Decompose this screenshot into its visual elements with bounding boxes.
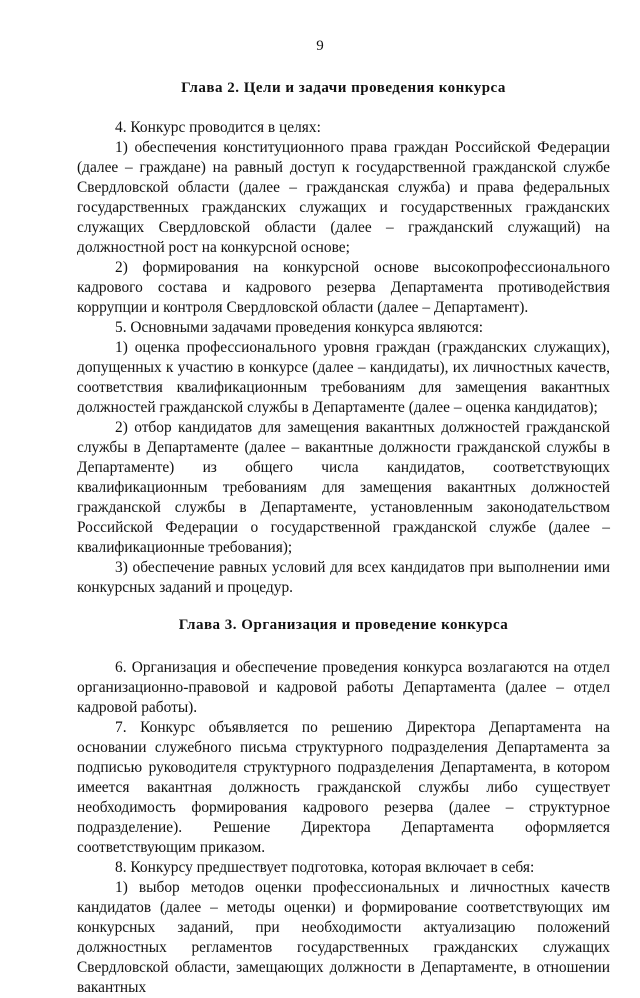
paragraph: 2) формирования на конкурсной основе высокопрофессионального кадрового состава и кадрового резерва Департамента противодействия коррупции и контроля Свердловской области (далее – Департамент). (77, 259, 610, 316)
page-number: 9 (316, 38, 324, 54)
chapter-2-heading: Глава 2. Цели и задачи проведения конкурса (181, 80, 506, 96)
document-body (77, 79, 610, 998)
paragraph: 3) обеспечение равных условий для всех кандидатов при выполнении ими конкурсных заданий и процедур. (77, 559, 610, 596)
paragraph: 2) отбор кандидатов для замещения вакантных должностей гражданской службы в Департаменте (далее – вакантные должности гражданской службы в Департаменте) из общего числа кандидатов, соответствующих квалификационным требованиям для замещения вакантных должностей гражданской службы в Департаменте, установленным законодательством Российской Федерации о государственной гражданской службе (далее – квалификационные требования); (77, 419, 610, 556)
paragraph: 1) оценка профессионального уровня граждан (гражданских служащих), допущенных к участию в конкурсе (далее – кандидаты), их личностных качеств, соответствия квалификационным требованиям для замещения вакантных должностей гражданской службы в Департаменте (далее – оценка кандидатов); (77, 339, 610, 416)
paragraph: 4. Конкурс проводится в целях: (115, 119, 321, 136)
paragraph: 5. Основными задачами проведения конкурса являются: (115, 319, 484, 336)
paragraph: 6. Организация и обеспечение проведения конкурса возлагаются на отдел организационно-правовой и кадровой работы Департамента (далее – отдел кадровой работы). (77, 659, 610, 716)
paragraph: 8. Конкурсу предшествует подготовка, которая включает в себя: (115, 859, 535, 876)
paragraph: 1) обеспечения конституционного права граждан Российской Федерации (далее – граждане) на равный доступ к государственной гражданской службе Свердловской области (далее – гражданская служба) и права федеральных государственных гражданских служащих и государственных гражданских служащих Свердловской области (далее – гражданский служащий) на должностной рост на конкурсной основе; (77, 139, 610, 256)
chapter-3-heading: Глава 3. Организация и проведение конкурса (178, 617, 509, 633)
paragraph: 1) выбор методов оценки профессиональных и личностных качеств кандидатов (далее – методы оценки) и формирование соответствующих им конкурсных заданий, при необходимости актуализацию положений должностных регламентов государственных гражданских служащих Свердловской области, замещающих должности в Департаменте, в отношении вакантных (77, 879, 610, 996)
paragraph: 7. Конкурс объявляется по решению Директора Департамента на основании служебного письма структурного подразделения Департамента за подписью руководителя структурного подразделения Департамента, в котором имеется вакантная должность гражданской службы либо существует необходимость формирования кадрового резерва (далее – структурное подразделение). Решение Директора Департамента оформляется соответствующим приказом. (77, 719, 610, 856)
